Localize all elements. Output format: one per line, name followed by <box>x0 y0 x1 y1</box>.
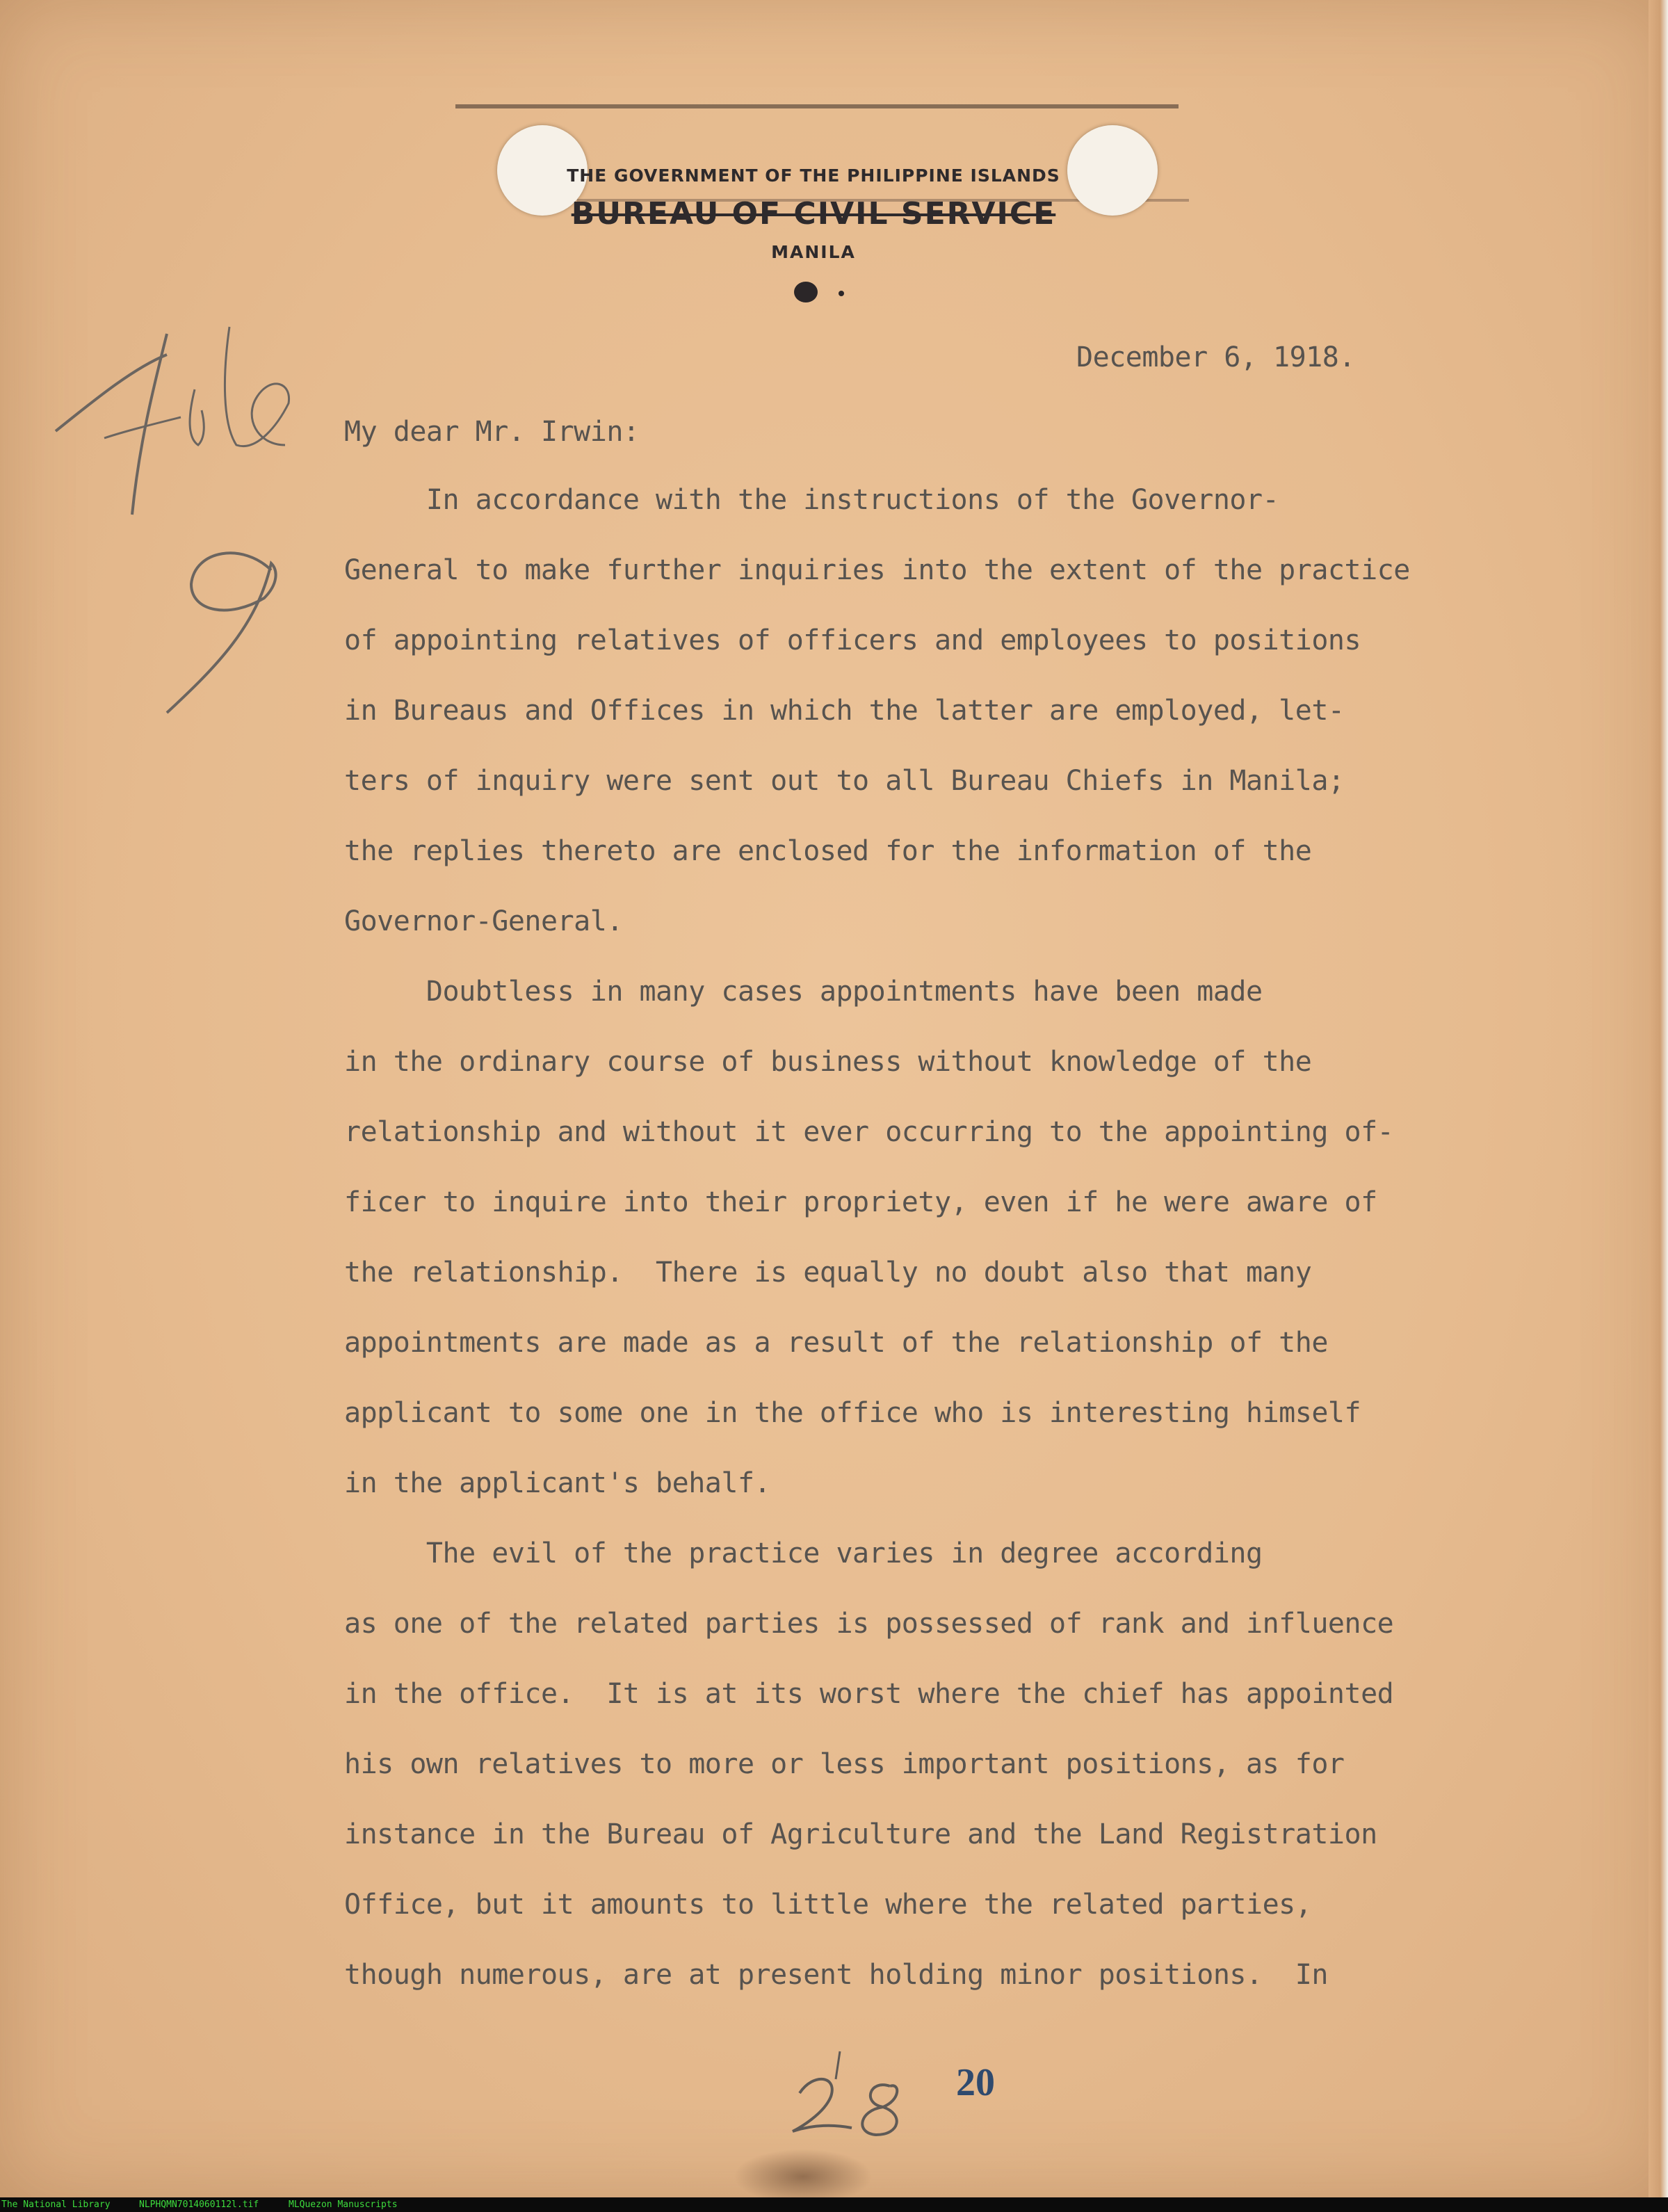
stamp-number: 20 <box>956 2061 995 2104</box>
letter-line: the replies thereto are enclosed for the information of the <box>344 835 1312 867</box>
letter-line: though numerous, are at present holding minor positions. In <box>344 1959 1328 1991</box>
letterhead-bureau-text: BUREAU OF CIVIL SERVICE <box>571 196 1056 232</box>
letter-line: of appointing relatives of officers and employees to positions <box>344 624 1361 656</box>
letter-line: in the applicant's behalf. <box>344 1467 771 1499</box>
letter-line: ficer to inquire into their propriety, even if he were aware of <box>344 1186 1377 1218</box>
letter-line: The evil of the practice varies in degree according <box>344 1537 1263 1569</box>
letter-line: ters of inquiry were sent out to all Bureau Chiefs in Manila; <box>344 765 1345 797</box>
letter-line: appointments are made as a result of the relationship of the <box>344 1327 1328 1359</box>
letter-line: In accordance with the instructions of the Governor- <box>344 484 1279 516</box>
handwritten-note <box>49 306 313 737</box>
letterhead-rule <box>455 104 1179 108</box>
dot-icon <box>839 291 844 296</box>
letter-line: his own relatives to more or less important positions, as for <box>344 1748 1345 1780</box>
letter-line: Doubtless in many cases appointments have been made <box>344 976 1263 1008</box>
letter-line: the relationship. There is equally no doubt also that many <box>344 1257 1312 1289</box>
letter-salutation: My dear Mr. Irwin: <box>344 416 640 448</box>
letter-line: instance in the Bureau of Agriculture and the Land Registration <box>344 1818 1377 1850</box>
archive-footer <box>0 2197 1668 2212</box>
footer-file-id: NLPHQMN7014060112l.tif <box>139 2199 259 2210</box>
handwritten-page-number <box>772 2037 939 2142</box>
letterhead-government: THE GOVERNMENT OF THE PHILIPPINE ISLANDS <box>567 166 1060 186</box>
page-edge <box>1649 0 1668 2197</box>
letter-line: in Bureaus and Offices in which the latter are employed, let- <box>344 695 1345 727</box>
letter-line: Office, but it amounts to little where the related parties, <box>344 1889 1312 1921</box>
letter-line: Governor-General. <box>344 905 623 937</box>
letter-line: General to make further inquiries into the extent of the practice <box>344 554 1410 586</box>
letter-line: relationship and without it ever occurring to the appointing of- <box>344 1116 1394 1148</box>
letter-line: in the office. It is at its worst where the chief has appointed <box>344 1678 1394 1710</box>
footer-collection: MLQuezon Manuscripts <box>289 2199 398 2210</box>
letter-line: in the ordinary course of business without knowledge of the <box>344 1046 1312 1078</box>
seal-icon <box>794 282 818 302</box>
letterhead-city: MANILA <box>771 242 856 262</box>
footer-library: The National Library <box>1 2199 111 2210</box>
letter-date: December 6, 1918. <box>1076 341 1355 373</box>
letterhead-bureau <box>0 196 1627 232</box>
letter-line: as one of the related parties is possessed of rank and influence <box>344 1608 1394 1640</box>
ink-stain <box>734 2149 873 2197</box>
letter-line: applicant to some one in the office who is interesting himself <box>344 1397 1361 1429</box>
